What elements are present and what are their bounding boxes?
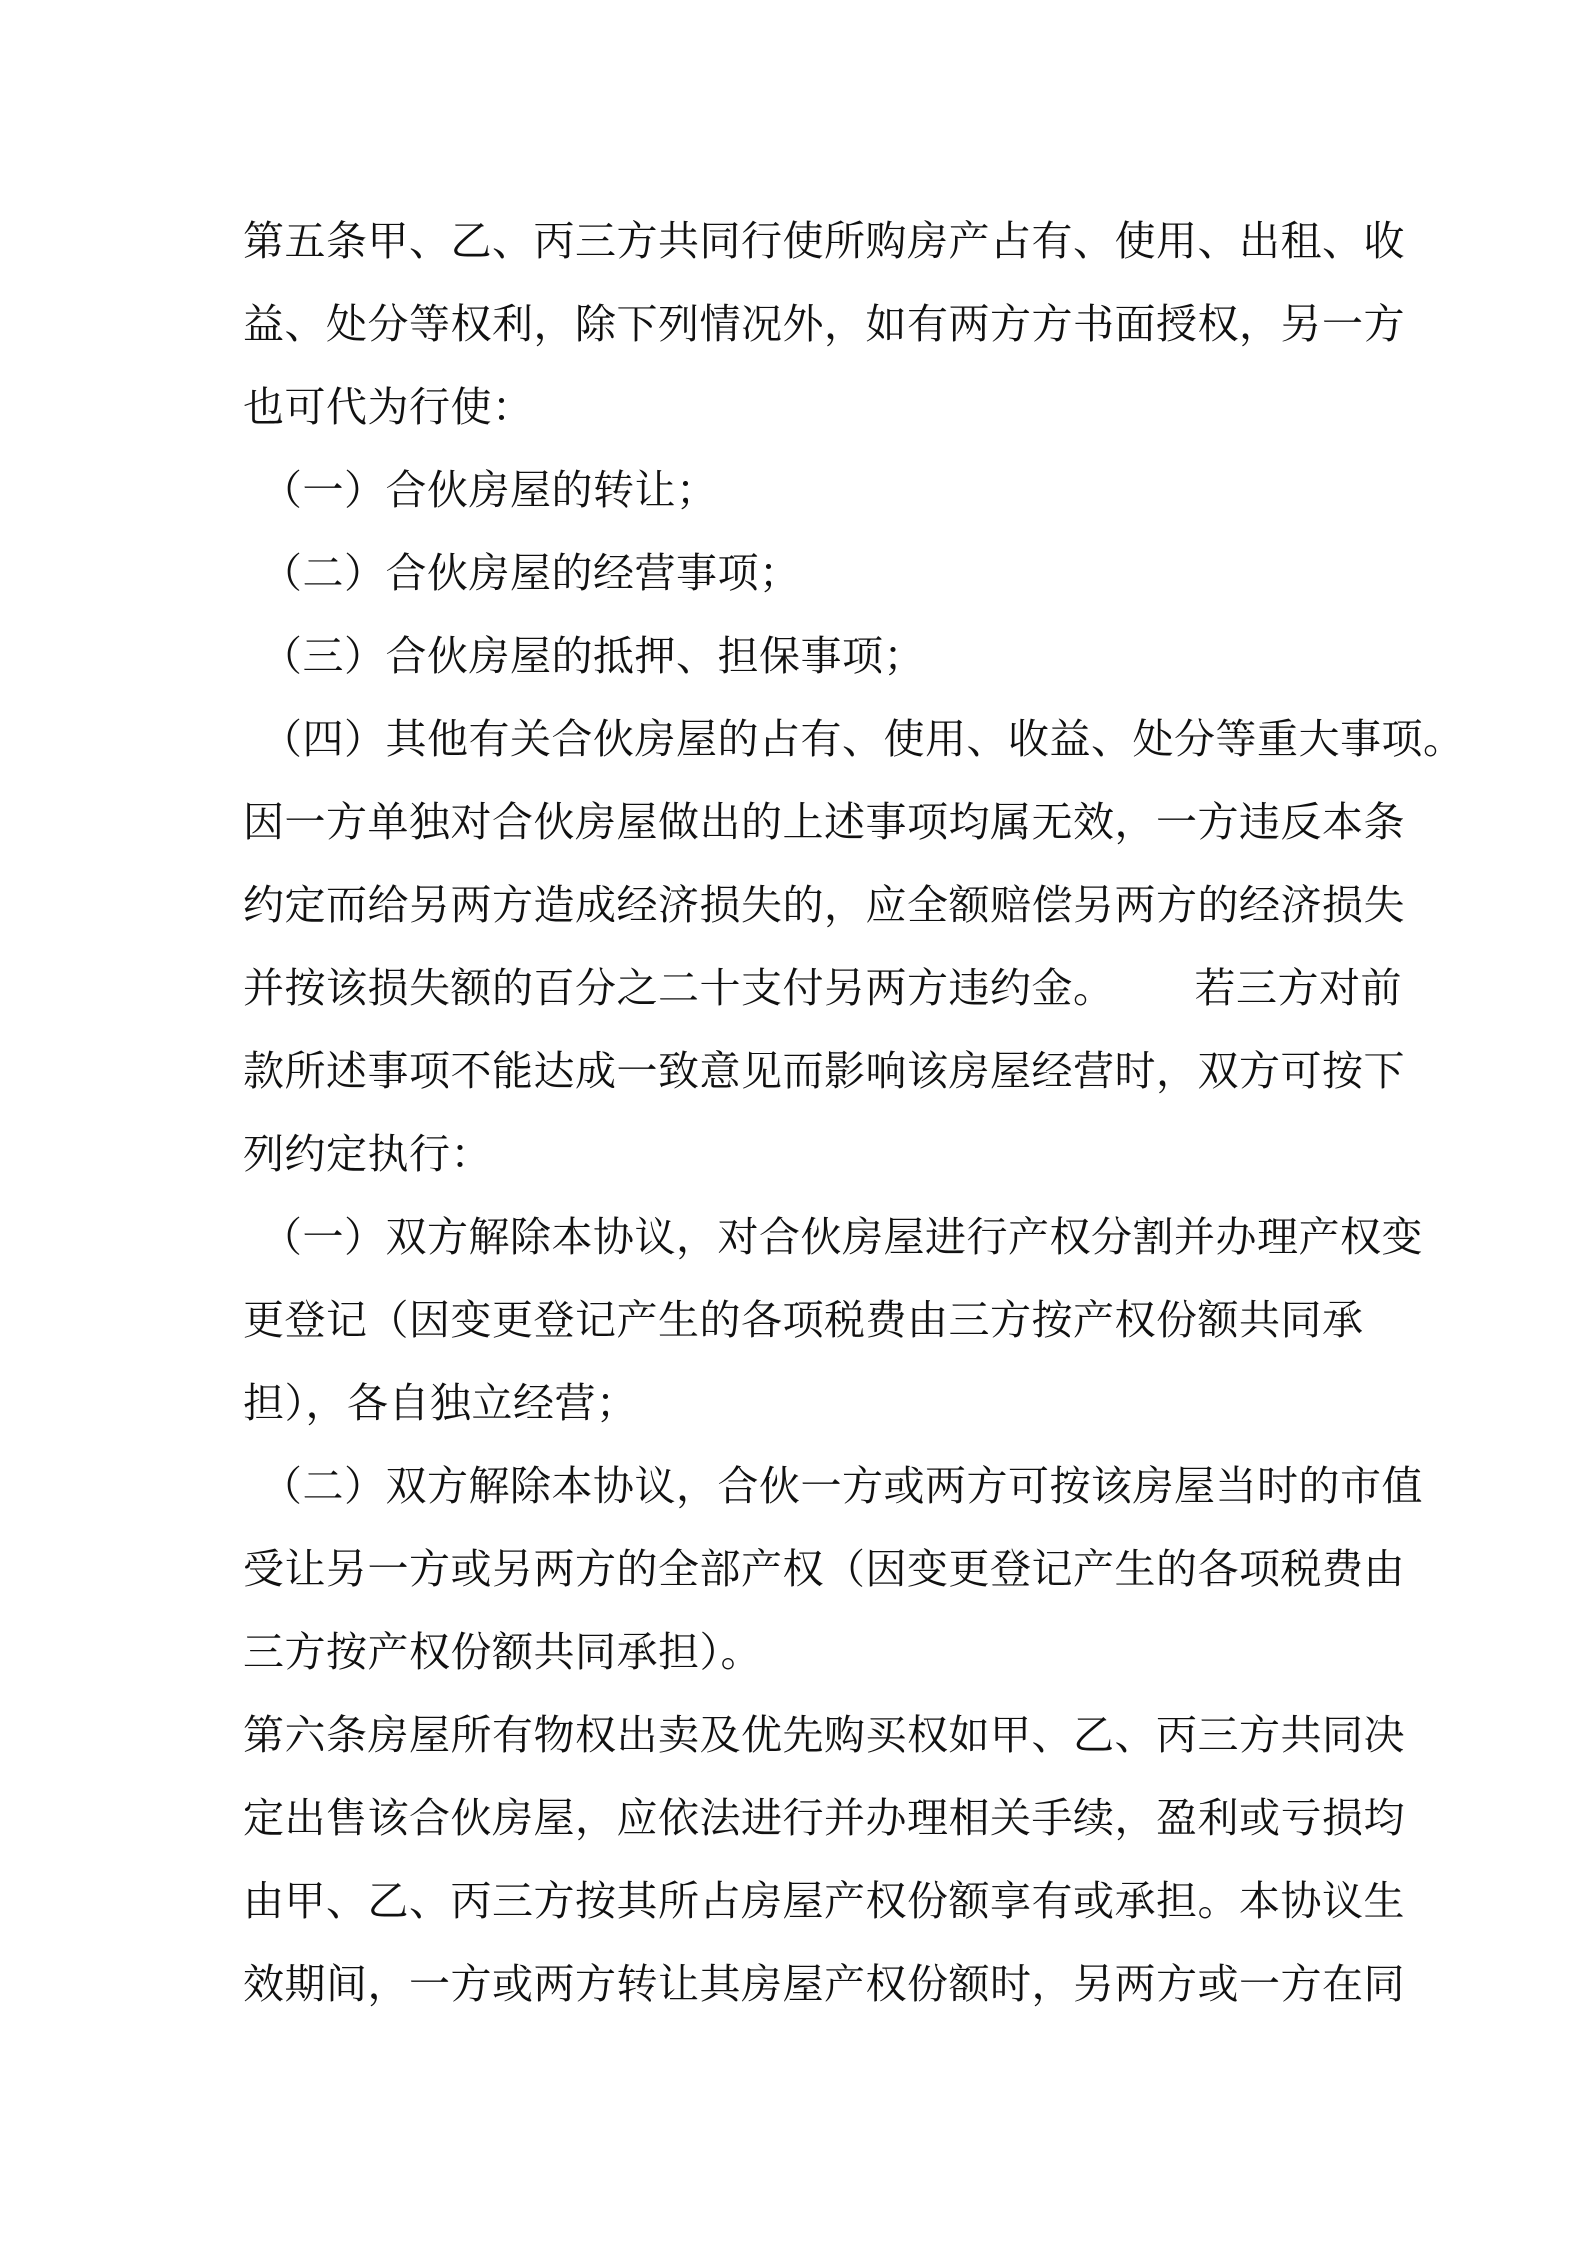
agreement-text bbox=[243, 200, 1465, 2026]
list-item: （一）双方解除本协议，对合伙房屋进行产权分割并办理产权变 bbox=[261, 1213, 1423, 1261]
text-line: 约定而给另两方造成经济损失的，应全额赔偿另两方的经济损失 bbox=[243, 881, 1405, 929]
text-line: 益、处分等权利，除下列情况外，如有两方方书面授权，另一方 bbox=[243, 300, 1405, 348]
text-line-split bbox=[243, 947, 1402, 1030]
text-line-head: 并按该损失额的百分之二十支付另两方违约金。 bbox=[243, 964, 1115, 1012]
text-line: 因一方单独对合伙房屋做出的上述事项均属无效，一方违反本条 bbox=[243, 798, 1405, 846]
list-item: （二）双方解除本协议，合伙一方或两方可按该房屋当时的市值 bbox=[261, 1462, 1423, 1510]
text-line: 列约定执行： bbox=[243, 1130, 492, 1178]
text-line: 效期间，一方或两方转让其房屋产权份额时，另两方或一方在同 bbox=[243, 1960, 1405, 2008]
text-line: 担），各自独立经营； bbox=[243, 1379, 638, 1427]
text-line: 第六条房屋所有物权出卖及优先购买权如甲、乙、丙三方共同决 bbox=[243, 1711, 1405, 1759]
text-line: 第五条甲、乙、丙三方共同行使所购房产占有、使用、出租、收 bbox=[243, 217, 1405, 265]
list-item: （二）合伙房屋的经营事项； bbox=[261, 549, 801, 597]
list-item: （三）合伙房屋的抵押、担保事项； bbox=[261, 632, 925, 680]
text-line-tail: 若三方对前 bbox=[1194, 964, 1402, 1012]
text-line: 三方按产权份额共同承担）。 bbox=[243, 1628, 762, 1676]
text-line: 受让另一方或另两方的全部产权（因变更登记产生的各项税费由 bbox=[243, 1545, 1405, 1593]
list-item: （四）其他有关合伙房屋的占有、使用、收益、处分等重大事项。 bbox=[261, 715, 1465, 763]
text-line: 更登记（因变更登记产生的各项税费由三方按产权份额共同承 bbox=[243, 1296, 1364, 1344]
text-line: 定出售该合伙房屋，应依法进行并办理相关手续，盈利或亏损均 bbox=[243, 1794, 1405, 1842]
text-line: 款所述事项不能达成一致意见而影响该房屋经营时，双方可按下 bbox=[243, 1047, 1405, 1095]
list-item: （一）合伙房屋的转让； bbox=[261, 466, 718, 514]
text-line: 也可代为行使： bbox=[243, 383, 534, 431]
text-line: 由甲、乙、丙三方按其所占房屋产权份额享有或承担。本协议生 bbox=[243, 1877, 1405, 1925]
